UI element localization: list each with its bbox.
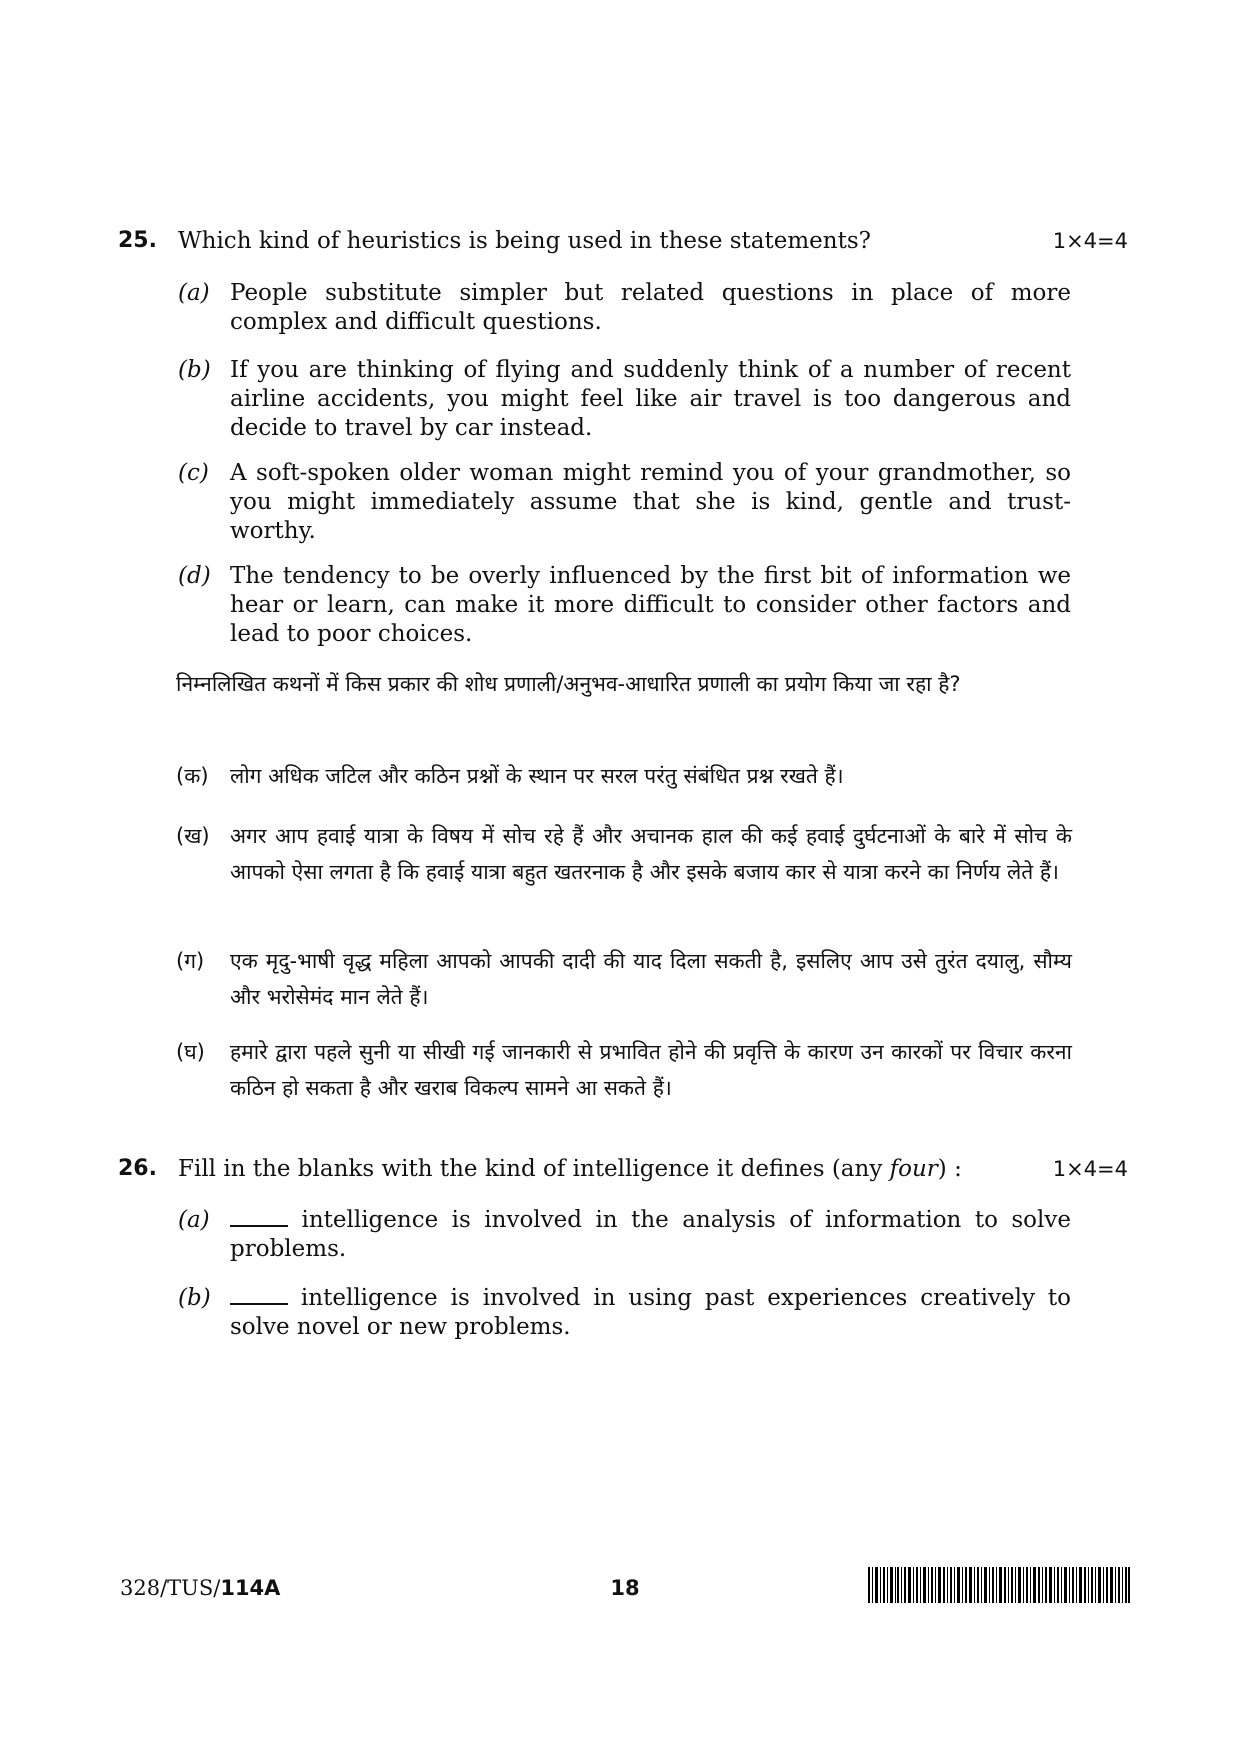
barcode-image [868,1567,1130,1603]
hindi-question-text: निम्नलिखित कथनों में किस प्रकार की शोध प्रणाली/अनुभव-आधारित प्रणाली का प्रयोग किया जा रहा है? [176,672,961,696]
option-label: (क) [176,764,209,788]
question-marks: 1×4=4 [1052,1157,1128,1181]
option-label: (a) [178,280,210,306]
answer-blank [230,1211,288,1227]
paper-code-bold: 114A [220,1576,281,1600]
option-text: The tendency to be overly influenced by the first bit of information we hear or learn, can make it more difficult to consider other factors and lead to poor choices. [230,563,1071,647]
option-label: (a) [178,1207,210,1233]
option-text-body: intelligence is involved in the analysis of information to solve problems. [230,1207,1071,1262]
option-text: अगर आप हवाई यात्रा के विषय में सोच रहे हैं और अचानक हाल की कई हवाई दुर्घटनाओं के बारे में सोच के आपको ऐसा लगता है कि हवाई यात्रा बहुत खतरनाक है और इसके बजाय कार से यात्रा करने का निर्णय लेते हैं। [230,824,1072,884]
option-text [230,1206,1071,1264]
option-text: People substitute simpler but related questions in place of more complex and difficult questions. [230,280,1071,335]
question-text: Which kind of heuristics is being used in these statements? [178,228,871,254]
option-label: (b) [178,357,211,383]
answer-blank [230,1289,288,1305]
option-text-body: intelligence is involved in using past experiences creatively to solve novel or new problems. [230,1285,1071,1340]
option-text: A soft-spoken older woman might remind you of your grandmother, so you might immediately assume that she is kind, gentle and trust-worthy. [230,460,1071,544]
option-label: (ग) [176,949,205,973]
question-text-emphasis: four [889,1156,938,1182]
option-text: If you are thinking of flying and suddenly think of a number of recent airline accidents, you might feel like air travel is too dangerous and decide to travel by car instead. [230,357,1071,441]
option-label: (ख) [176,824,210,848]
option-text: हमारे द्वारा पहले सुनी या सीखी गई जानकारी से प्रभावित होने की प्रवृत्ति के कारण उन कारकों पर विचार करना कठिन हो सकता है और खराब विकल्प सामने आ सकते हैं। [230,1040,1072,1100]
question-marks: 1×4=4 [1052,229,1128,253]
page-number: 18 [610,1576,640,1600]
question-text-end: ) : [937,1156,962,1182]
paper-code [120,1576,280,1600]
paper-code-prefix: 328/TUS/ [120,1576,221,1600]
option-label: (d) [178,563,211,589]
option-label: (घ) [176,1040,205,1064]
question-number: 25. [118,228,157,253]
option-text: लोग अधिक जटिल और कठिन प्रश्नों के स्थान पर सरल परंतु संबंधित प्रश्न रखते हैं। [230,764,844,788]
question-text-start: Fill in the blanks with the kind of intelligence it defines (any [178,1156,890,1182]
option-label: (b) [178,1285,211,1311]
option-text [230,1284,1071,1342]
option-label: (c) [178,460,209,486]
option-text: एक मृदु-भाषी वृद्ध महिला आपको आपकी दादी की याद दिला सकती है, इसलिए आप उसे तुरंत दयालु, सौम्य और भरोसेमंद मान लेते हैं। [230,949,1072,1009]
question-number: 26. [118,1156,157,1181]
question-text [178,1154,998,1184]
